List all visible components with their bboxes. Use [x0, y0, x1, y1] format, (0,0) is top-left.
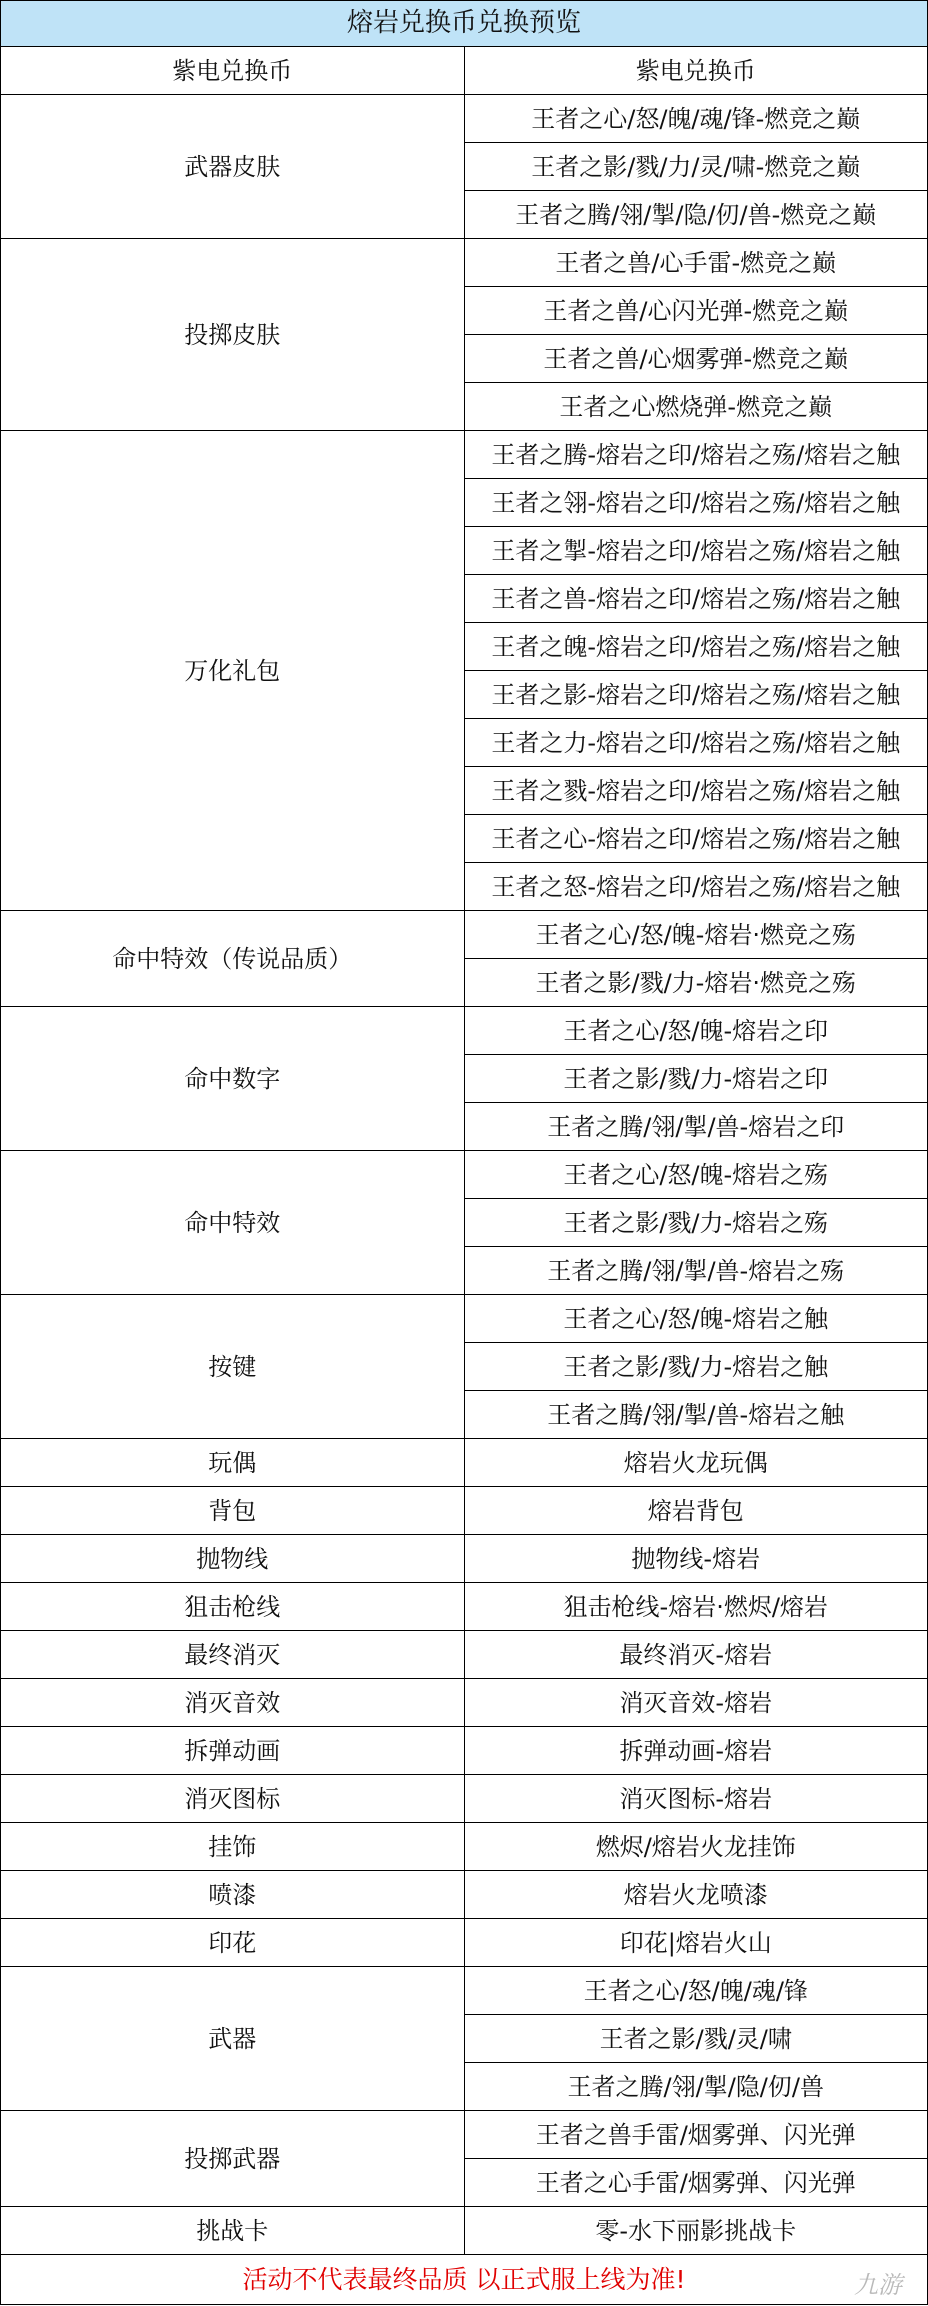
table-row [1, 431, 928, 479]
item-cell: 王者之影/戮/力-熔岩·燃竞之殇 [464, 959, 928, 1007]
category-cell: 背包 [1, 1487, 465, 1535]
table-title: 熔岩兑换币兑换预览 [1, 1, 928, 47]
item-cell: 王者之翎-熔岩之印/熔岩之殇/熔岩之触 [464, 479, 928, 527]
category-cell: 命中特效（传说品质） [1, 911, 465, 1007]
item-cell: 王者之影/戮/力/灵/啸-燃竞之巅 [464, 143, 928, 191]
item-cell: 王者之心手雷/烟雾弹、闪光弹 [464, 2159, 928, 2207]
item-cell: 最终消灭-熔岩 [464, 1631, 928, 1679]
category-cell: 最终消灭 [1, 1631, 465, 1679]
item-cell: 消灭图标-熔岩 [464, 1775, 928, 1823]
table-row [1, 1295, 928, 1343]
table-row [1, 911, 928, 959]
table-row [1, 1823, 928, 1871]
category-cell: 印花 [1, 1919, 465, 1967]
item-cell: 王者之魄-熔岩之印/熔岩之殇/熔岩之触 [464, 623, 928, 671]
item-cell: 熔岩火龙玩偶 [464, 1439, 928, 1487]
table-row [1, 1439, 928, 1487]
header-left-cell: 紫电兑换币 [1, 47, 465, 95]
item-cell: 拆弹动画-熔岩 [464, 1727, 928, 1775]
item-cell: 王者之腾/翎/掣/兽-熔岩之殇 [464, 1247, 928, 1295]
item-cell: 王者之心燃烧弹-燃竞之巅 [464, 383, 928, 431]
footer-notice: 活动不代表最终品质 以正式服上线为准! [1, 2255, 928, 2305]
item-cell: 王者之影/戮/力-熔岩之殇 [464, 1199, 928, 1247]
table-row [1, 1151, 928, 1199]
category-cell: 玩偶 [1, 1439, 465, 1487]
category-cell: 命中特效 [1, 1151, 465, 1295]
item-cell: 零-水下丽影挑战卡 [464, 2207, 928, 2255]
table-row [1, 2111, 928, 2159]
category-cell: 消灭图标 [1, 1775, 465, 1823]
category-cell: 命中数字 [1, 1007, 465, 1151]
item-cell: 王者之腾/翎/掣/隐/仞/兽 [464, 2063, 928, 2111]
item-cell: 王者之力-熔岩之印/熔岩之殇/熔岩之触 [464, 719, 928, 767]
table-row [1, 1535, 928, 1583]
item-cell: 王者之兽手雷/烟雾弹、闪光弹 [464, 2111, 928, 2159]
table-row [1, 1487, 928, 1535]
category-cell: 挂饰 [1, 1823, 465, 1871]
item-cell: 王者之影/戮/力-熔岩之印 [464, 1055, 928, 1103]
item-cell: 抛物线-熔岩 [464, 1535, 928, 1583]
item-cell: 王者之心/怒/魄-熔岩之印 [464, 1007, 928, 1055]
title-row [1, 1, 928, 47]
category-cell: 拆弹动画 [1, 1727, 465, 1775]
table-row [1, 1007, 928, 1055]
table-row [1, 1631, 928, 1679]
item-cell: 熔岩背包 [464, 1487, 928, 1535]
table-row [1, 2207, 928, 2255]
item-cell: 王者之戮-熔岩之印/熔岩之殇/熔岩之触 [464, 767, 928, 815]
item-cell: 王者之影/戮/灵/啸 [464, 2015, 928, 2063]
category-cell: 消灭音效 [1, 1679, 465, 1727]
category-cell: 按键 [1, 1295, 465, 1439]
footer-row [1, 2255, 928, 2305]
category-cell: 投掷武器 [1, 2111, 465, 2207]
exchange-table-body [1, 1, 928, 2305]
table-row [1, 239, 928, 287]
category-cell: 武器皮肤 [1, 95, 465, 239]
item-cell: 王者之怒-熔岩之印/熔岩之殇/熔岩之触 [464, 863, 928, 911]
table-row [1, 1967, 928, 2015]
item-cell: 王者之腾/翎/掣/兽-熔岩之触 [464, 1391, 928, 1439]
item-cell: 王者之心/怒/魄-熔岩之殇 [464, 1151, 928, 1199]
category-cell: 狙击枪线 [1, 1583, 465, 1631]
item-cell: 王者之心/怒/魄/魂/锋-燃竞之巅 [464, 95, 928, 143]
table-row [1, 1871, 928, 1919]
item-cell: 王者之兽/心手雷-燃竞之巅 [464, 239, 928, 287]
item-cell: 消灭音效-熔岩 [464, 1679, 928, 1727]
item-cell: 王者之兽/心闪光弹-燃竞之巅 [464, 287, 928, 335]
item-cell: 王者之兽-熔岩之印/熔岩之殇/熔岩之触 [464, 575, 928, 623]
category-cell: 挑战卡 [1, 2207, 465, 2255]
header-row [1, 47, 928, 95]
category-cell: 武器 [1, 1967, 465, 2111]
item-cell: 王者之心/怒/魄-熔岩之触 [464, 1295, 928, 1343]
item-cell: 王者之心/怒/魄/魂/锋 [464, 1967, 928, 2015]
item-cell: 王者之掣-熔岩之印/熔岩之殇/熔岩之触 [464, 527, 928, 575]
table-row [1, 95, 928, 143]
item-cell: 狙击枪线-熔岩·燃烬/熔岩 [464, 1583, 928, 1631]
category-cell: 万化礼包 [1, 431, 465, 911]
table-row [1, 1679, 928, 1727]
item-cell: 熔岩火龙喷漆 [464, 1871, 928, 1919]
item-cell: 王者之心-熔岩之印/熔岩之殇/熔岩之触 [464, 815, 928, 863]
header-right-cell: 紫电兑换币 [464, 47, 928, 95]
table-row [1, 1775, 928, 1823]
item-cell: 王者之心/怒/魄-熔岩·燃竞之殇 [464, 911, 928, 959]
category-cell: 投掷皮肤 [1, 239, 465, 431]
item-cell: 王者之影/戮/力-熔岩之触 [464, 1343, 928, 1391]
item-cell: 王者之影-熔岩之印/熔岩之殇/熔岩之触 [464, 671, 928, 719]
item-cell: 王者之腾/翎/掣/兽-熔岩之印 [464, 1103, 928, 1151]
item-cell: 印花|熔岩火山 [464, 1919, 928, 1967]
item-cell: 王者之兽/心烟雾弹-燃竞之巅 [464, 335, 928, 383]
table-row [1, 1727, 928, 1775]
table-row [1, 1583, 928, 1631]
item-cell: 王者之腾-熔岩之印/熔岩之殇/熔岩之触 [464, 431, 928, 479]
category-cell: 喷漆 [1, 1871, 465, 1919]
category-cell: 抛物线 [1, 1535, 465, 1583]
item-cell: 燃烬/熔岩火龙挂饰 [464, 1823, 928, 1871]
item-cell: 王者之腾/翎/掣/隐/仞/兽-燃竞之巅 [464, 191, 928, 239]
table-row [1, 1919, 928, 1967]
watermark-logo: 九游 [854, 2271, 902, 2299]
